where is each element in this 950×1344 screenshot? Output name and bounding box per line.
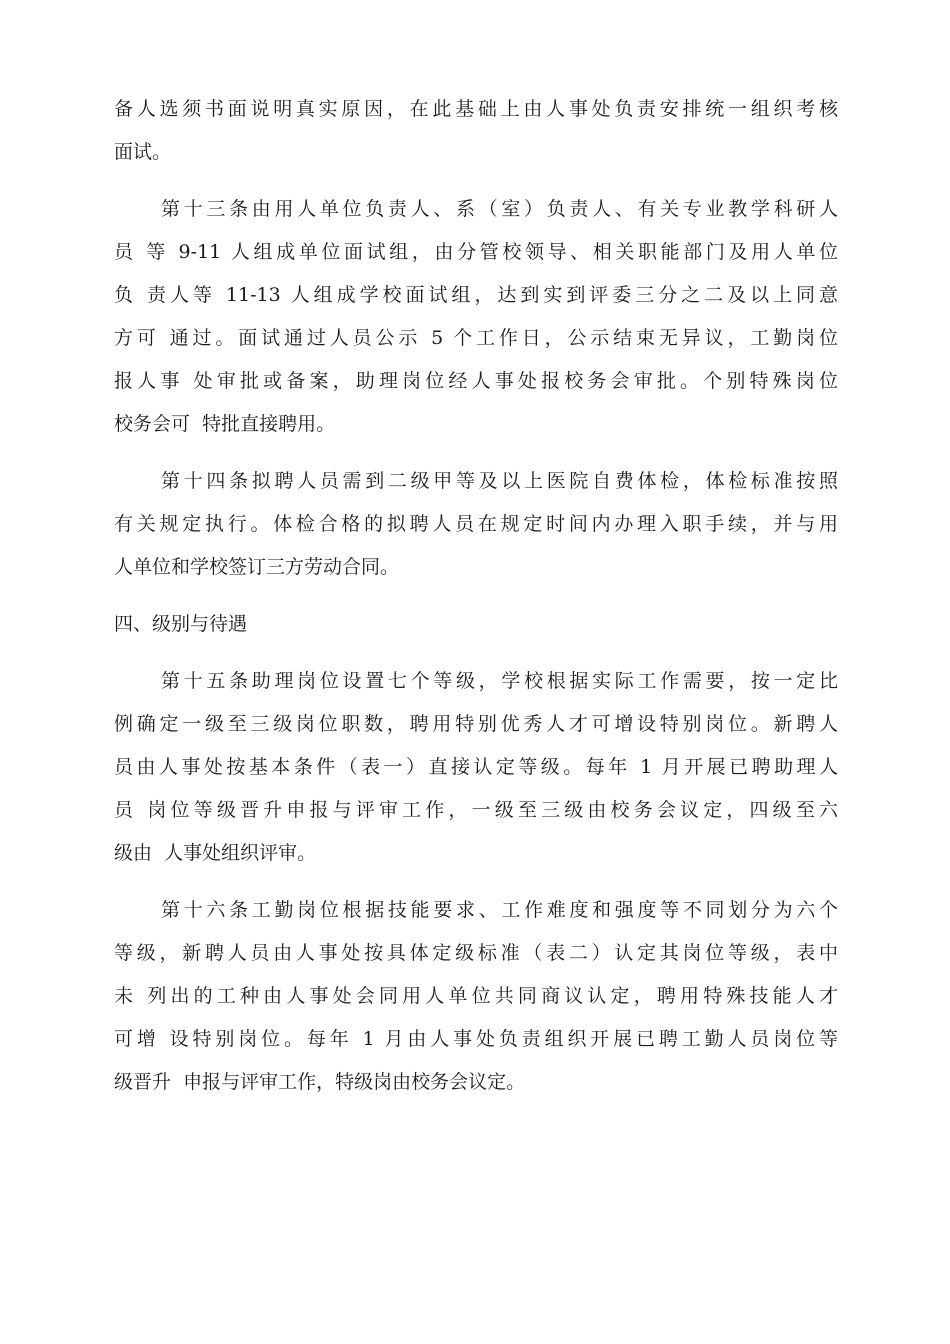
text-line: 级晋升 申报与评审工作，特级岗由校务会议定。 [114, 1071, 526, 1093]
text-line: 方可 通过。面试通过人员公示 5 个工作日，公示结束无异议，工勤岗位 [114, 327, 838, 349]
text-line: 级由 人事处组织评审。 [114, 842, 317, 864]
text-line: 有关规定执行。体检合格的拟聘人员在规定时间内办理入职手续，并与用 [114, 513, 838, 535]
paragraph-article-15 [114, 660, 838, 875]
text-line: 等级，新聘人员由人事处按具体定级标准（表二）认定其岗位等级，表中 [114, 942, 838, 964]
paragraph-carryover [114, 88, 838, 174]
text-line: 例确定一级至三级岗位职数，聘用特别优秀人才可增设特别岗位。新聘人 [114, 713, 838, 735]
document-body [114, 88, 838, 1118]
text-line: 面试。 [114, 141, 172, 163]
paragraph-article-13 [114, 188, 838, 446]
section-heading-text: 四、级别与待遇 [114, 613, 248, 635]
text-line: 人单位和学校签订三方劳动合同。 [114, 556, 400, 578]
text-line: 校务会可 特批直接聘用。 [114, 413, 336, 435]
text-line: 第十四条拟聘人员需到二级甲等及以上医院自费体检，体检标准按照 [161, 470, 838, 492]
text-line: 未 列出的工种由人事处会同用人单位共同商议认定，聘用特殊技能人才 [114, 985, 838, 1007]
text-line: 报人事 处审批或备案，助理岗位经人事处报校务会审批。个别特殊岗位 [114, 370, 838, 392]
text-line: 第十三条由用人单位负责人、系（室）负责人、有关专业教学科研人 [161, 198, 838, 220]
paragraph-article-14 [114, 460, 838, 589]
paragraph-article-16 [114, 889, 838, 1104]
text-line: 负 责人等 11-13 人组成学校面试组，达到实到评委三分之二及以上同意 [114, 284, 838, 306]
text-line: 可增 设特别岗位。每年 1 月由人事处负责组织开展已聘工勤人员岗位等 [114, 1028, 838, 1050]
text-line: 第十五条助理岗位设置七个等级，学校根据实际工作需要，按一定比 [161, 670, 838, 692]
text-line: 员 等 9-11 人组成单位面试组，由分管校领导、相关职能部门及用人单位 [114, 241, 838, 263]
text-line: 第十六条工勤岗位根据技能要求、工作难度和强度等不同划分为六个 [161, 899, 838, 921]
text-line: 员 岗位等级晋升申报与评审工作，一级至三级由校务会议定，四级至六 [114, 799, 838, 821]
section-heading [114, 603, 838, 646]
text-line: 员由人事处按基本条件（表一）直接认定等级。每年 1 月开展已聘助理人 [114, 756, 838, 778]
text-line: 备人选须书面说明真实原因，在此基础上由人事处负责安排统一组织考核 [114, 98, 838, 120]
